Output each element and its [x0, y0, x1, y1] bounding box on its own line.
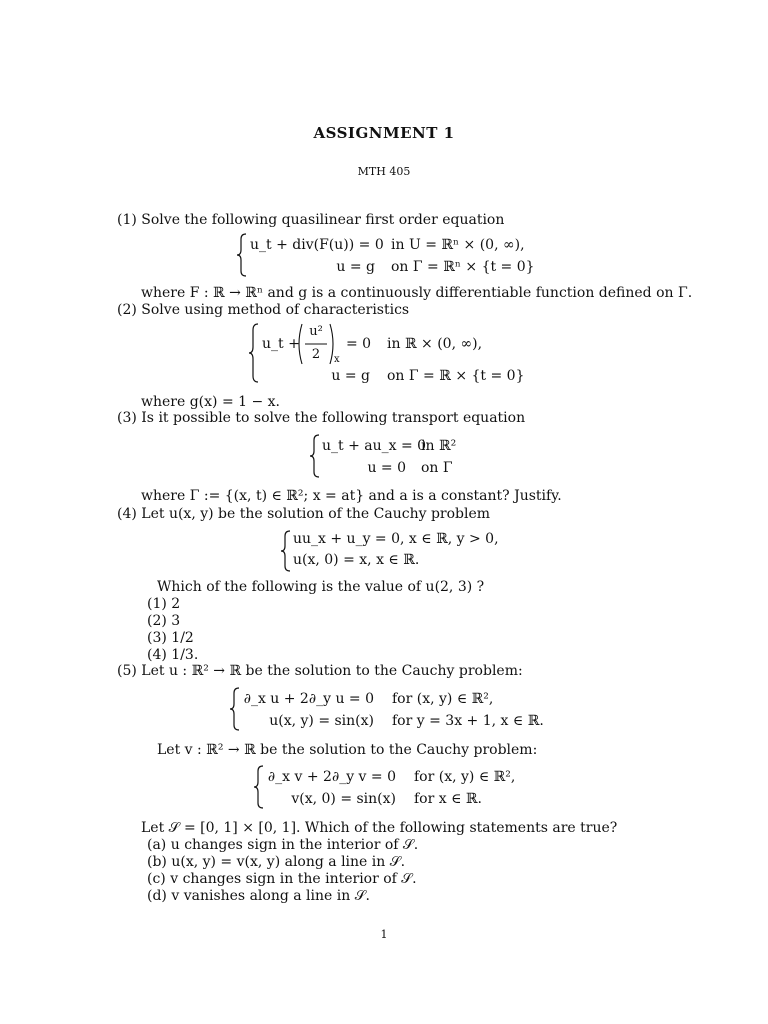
problem-4-lead: (4) Let u(x, y) be the solution of the Cauchy problem — [117, 506, 491, 522]
brace-3 — [309, 434, 321, 478]
p1-eq1-rhs: in U = ℝⁿ × (0, ∞), — [391, 237, 525, 253]
p4-eq1: uu_x + u_y = 0, x ∈ ℝ, y > 0, — [293, 531, 499, 547]
p3-eq1-lhs: u_t + au_x = 0 — [322, 438, 427, 454]
p5-option: (b) u(x, y) = v(x, y) along a line in 𝒮. — [147, 854, 406, 870]
brace-5b — [253, 765, 265, 809]
problem-3-lead: (3) Is it possible to solve the following transport equation — [117, 410, 526, 426]
p1-note: where F : ℝ → ℝⁿ and g is a continuously differentiable function defined on Γ. — [141, 285, 693, 301]
p2-note: where g(x) = 1 − x. — [141, 394, 281, 410]
p5-option: (c) v changes sign in the interior of 𝒮. — [147, 871, 417, 887]
p4-option: (1) 2 — [147, 596, 181, 612]
p1-eq2-rhs: on Γ = ℝⁿ × {t = 0} — [391, 259, 535, 275]
p3-eq2-rhs: on Γ — [421, 460, 453, 476]
p3-eq1-rhs: in ℝ² — [421, 438, 457, 454]
p4-option: (2) 3 — [147, 613, 181, 629]
p4-question: Which of the following is the value of u(2, 3) ? — [157, 579, 485, 595]
brace-4 — [280, 530, 292, 572]
brace-2 — [248, 323, 260, 383]
p5-eqA1-lhs: ∂_x u + 2∂_y u = 0 — [243, 691, 374, 707]
p2-eq1-rhs: in ℝ × (0, ∞), — [387, 336, 483, 352]
problem-1-lead: (1) Solve the following quasilinear first order equation — [117, 212, 505, 228]
p5-option: (d) v vanishes along a line in 𝒮. — [147, 888, 370, 904]
problem-2-lead: (2) Solve using method of characteristics — [117, 302, 410, 318]
p1-eq1-lhs: u_t + div(F(u)) = 0 — [250, 237, 384, 253]
p4-eq2: u(x, 0) = x, x ∈ ℝ. — [293, 552, 420, 568]
page-title: ASSIGNMENT 1 — [313, 124, 455, 142]
p2-eq2-rhs: on Γ = ℝ × {t = 0} — [387, 368, 525, 384]
p4-option: (4) 1/3. — [147, 647, 199, 663]
brace-5a — [229, 687, 241, 731]
p5-eqA1-rhs: for (x, y) ∈ ℝ², — [392, 691, 494, 707]
p5-eqB1-rhs: for (x, y) ∈ ℝ², — [414, 769, 516, 785]
p5-option: (a) u changes sign in the interior of 𝒮. — [147, 837, 419, 853]
p5-lead2: Let v : ℝ² → ℝ be the solution to the Cauchy problem: — [157, 742, 538, 758]
p3-note: where Γ := {(x, t) ∈ ℝ²; x = at} and a is a constant? Justify. — [141, 488, 562, 504]
course-code: MTH 405 — [357, 165, 411, 178]
page-number: 1 — [380, 928, 388, 941]
p4-option: (3) 1/2 — [147, 630, 194, 646]
p2-frac-den: 2 — [311, 347, 321, 362]
p2-eq2-lhs: u = g — [331, 368, 370, 384]
problem-5-lead: (5) Let u : ℝ² → ℝ be the solution to the Cauchy problem: — [117, 663, 523, 679]
p1-eq2-lhs: u = g — [336, 259, 375, 275]
p5-eqA2-rhs: for y = 3x + 1, x ∈ ℝ. — [392, 713, 544, 729]
p2-eq1-lhs: u_t + — [262, 336, 300, 352]
p2-subscript: x — [334, 354, 340, 365]
p5-eqB2-lhs: v(x, 0) = sin(x) — [291, 791, 396, 807]
p5-eqA2-lhs: u(x, y) = sin(x) — [269, 713, 374, 729]
p5-eqB1-lhs: ∂_x v + 2∂_y v = 0 — [267, 769, 396, 785]
p2-eq1-eq: = 0 — [346, 336, 372, 352]
brace-1 — [236, 233, 248, 277]
p3-eq2-lhs: u = 0 — [367, 460, 406, 476]
p2-frac-num: u² — [309, 324, 323, 339]
p5-question: Let 𝒮 = [0, 1] × [0, 1]. Which of the following statements are true? — [141, 820, 618, 836]
p5-eqB2-rhs: for x ∈ ℝ. — [414, 791, 482, 807]
